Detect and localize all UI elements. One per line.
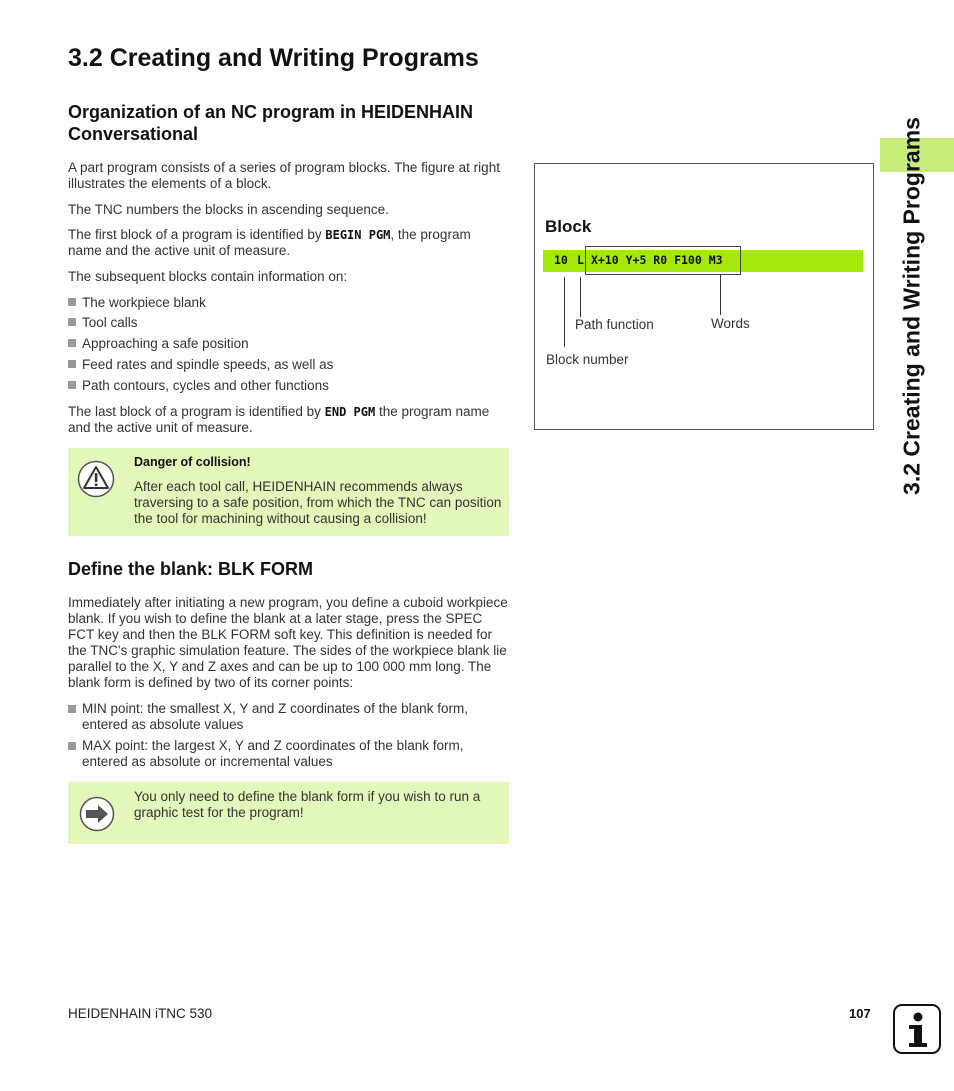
paragraph-blk-form: Immediately after initiating a new program, you define a cuboid workpiece blank. If you wish to define the blank at a later stage, press the SPEC FCT key and then the BLK FORM soft key. This definition is needed for the TNC's graphic simulation feature. The sides of the workpiece blank lie parallel to the X, Y and Z axes and can be up to 100 000 mm long. The blank form is defined by two of its corner points: bbox=[68, 595, 508, 690]
path-function-code: L bbox=[577, 253, 584, 267]
list-item: MIN point: the smallest X, Y and Z coordinates of the blank form, entered as absolute values bbox=[68, 701, 504, 733]
side-tab-label: 3.2 Creating and Writing Programs bbox=[898, 117, 925, 495]
label-block-number: Block number bbox=[546, 352, 629, 367]
last-block-text-post: the program name and the active unit of measure. bbox=[68, 404, 490, 435]
bullet-square-icon bbox=[68, 381, 76, 389]
leader-line-path-function bbox=[580, 277, 581, 317]
warning-triangle-icon bbox=[77, 460, 115, 498]
section-heading-blk-form: Define the blank: BLK FORM bbox=[68, 559, 314, 579]
bullet-square-icon bbox=[68, 742, 76, 750]
paragraph-intro: A part program consists of a series of program blocks. The figure at right illustrates the elements of a block. bbox=[68, 160, 500, 191]
tip-note bbox=[68, 782, 509, 844]
warning-text: After each tool call, HEIDENHAIN recommends always traversing to a safe position, from which the TNC can position the tool for machining without causing a collision! bbox=[134, 479, 502, 526]
label-words: Words bbox=[711, 316, 750, 331]
leader-line-block-number bbox=[564, 277, 565, 347]
first-block-text-post: , the program name and the active unit of measure. bbox=[68, 227, 471, 258]
last-block-text-pre: The last block of a program is identified by bbox=[68, 404, 325, 419]
list-item: Path contours, cycles and other functions bbox=[68, 378, 329, 394]
list-item: MAX point: the largest X, Y and Z coordinates of the blank form, entered as absolute or incremental values bbox=[68, 738, 504, 770]
paragraph-subsequent: The subsequent blocks contain information on: bbox=[68, 269, 348, 284]
leader-line-words bbox=[720, 275, 721, 315]
code-end-pgm: END PGM bbox=[324, 405, 376, 419]
paragraph-last-block bbox=[68, 404, 510, 436]
section-heading-organization: Organization of an NC program in HEIDENHAIN Conversational bbox=[68, 102, 474, 144]
figure-title: Block bbox=[545, 217, 592, 236]
block-number-code: 10 bbox=[554, 253, 568, 267]
label-path-function: Path function bbox=[575, 317, 654, 332]
warning-title: Danger of collision! bbox=[134, 455, 251, 469]
bullet-square-icon bbox=[68, 705, 76, 713]
bullet-square-icon bbox=[68, 298, 76, 306]
bullet-square-icon bbox=[68, 318, 76, 326]
list-item: Feed rates and spindle speeds, as well as bbox=[68, 357, 333, 373]
page-title: 3.2 Creating and Writing Programs bbox=[68, 44, 479, 72]
list-item: The workpiece blank bbox=[68, 295, 206, 311]
info-icon bbox=[893, 1004, 941, 1054]
arrow-right-icon bbox=[79, 796, 115, 832]
bullet-square-icon bbox=[68, 360, 76, 368]
paragraph-numbering: The TNC numbers the blocks in ascending sequence. bbox=[68, 202, 389, 217]
tip-text: You only need to define the blank form if you wish to run a graphic test for the program! bbox=[134, 789, 481, 820]
first-block-text-pre: The first block of a program is identified by bbox=[68, 227, 326, 242]
bullet-square-icon bbox=[68, 339, 76, 347]
list-item: Tool calls bbox=[68, 315, 138, 331]
words-bracket bbox=[585, 246, 741, 275]
page-number: 107 bbox=[849, 1006, 871, 1021]
footer-product: HEIDENHAIN iTNC 530 bbox=[68, 1006, 213, 1021]
warning-note bbox=[68, 448, 509, 536]
info-glyph-icon bbox=[904, 1012, 932, 1048]
paragraph-first-block bbox=[68, 227, 506, 259]
code-begin-pgm: BEGIN PGM bbox=[325, 228, 391, 242]
list-item: Approaching a safe position bbox=[68, 336, 249, 352]
words-code: X+10 Y+5 R0 F100 M3 bbox=[591, 253, 723, 267]
block-diagram-figure bbox=[534, 163, 874, 430]
